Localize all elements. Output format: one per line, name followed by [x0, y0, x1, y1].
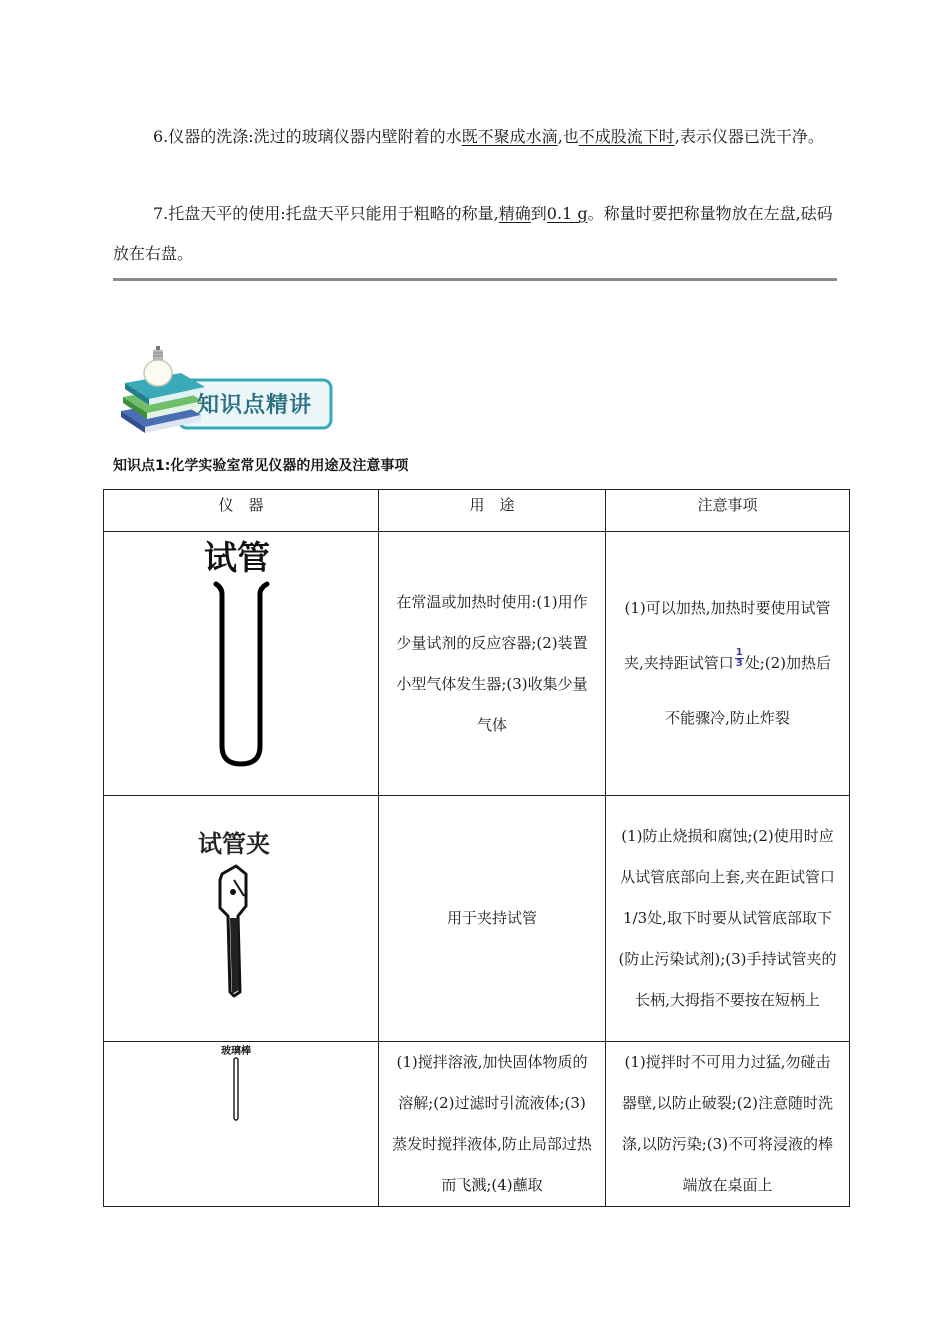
p7-tail: 。称量时要把称量物放在左盘,砝码放在右盘。 [113, 204, 833, 263]
instrument-table [103, 489, 850, 1207]
glass-rod-icon [104, 1042, 379, 1204]
notes-text [606, 581, 849, 746]
p7-underline-2: 0.1 g [546, 204, 588, 223]
fraction-denominator: 3 [735, 657, 743, 669]
use-text: 用于夹持试管 [446, 909, 537, 927]
banner-label: 知识点精讲 [197, 393, 313, 418]
p6-underline-2: 不成股流下时 [578, 127, 675, 146]
header-use: 用 途 [379, 490, 606, 532]
instrument-label-glass-rod: 玻璃棒 [221, 1046, 251, 1057]
instrument-cell [104, 532, 379, 796]
fraction-numerator: 1 [735, 646, 743, 658]
notes-before: (1)可以加热,加热时要使用试管夹,夹持距试管口 [623, 599, 831, 672]
header-notes: 注意事项 [606, 490, 850, 532]
notes-text: (1)防止烧损和腐蚀;(2)使用时应从试管底部向上套,夹在距试管口1/3处,取下时要从试管底部取下(防止污染试剂);(3)手持试管夹的长柄,大拇指不要按在短柄上 [618, 827, 837, 1009]
instrument-cell [104, 796, 379, 1042]
section-divider [113, 278, 837, 281]
p6-tail: ,表示仪器已洗干净。 [674, 127, 824, 146]
light-bulb-icon [144, 346, 172, 386]
table-row [104, 532, 850, 796]
instrument-label-tube-holder: 试管夹 [198, 830, 270, 858]
use-cell [379, 532, 606, 796]
fraction [735, 648, 744, 669]
notes-text: (1)搅拌时不可用力过猛,勿碰击器壁,以防止破裂;(2)注意随时洗涤,以防污染;(3)不可将浸液的棒端放在桌面上 [621, 1053, 834, 1194]
knowledge-banner [117, 345, 335, 437]
use-cell [379, 796, 606, 1042]
instrument-cell [104, 1042, 379, 1207]
notes-cell [606, 532, 850, 796]
p7-lead: 7.托盘天平的使用:托盘天平只能用于粗略的称量, [153, 204, 499, 223]
table-row [104, 796, 850, 1042]
p7-mid: 到 [530, 204, 547, 223]
use-text: (1)搅拌溶液,加快固体物质的溶解;(2)过滤时引流液体;(3)蒸发时搅拌液体,防止局部过热而飞溅;(4)蘸取 [392, 1053, 592, 1194]
header-instrument: 仪 器 [104, 490, 379, 532]
paragraph-6 [113, 117, 837, 157]
instrument-label-test-tube: 试管 [204, 532, 270, 579]
use-cell [379, 1042, 606, 1207]
use-text: 在常温或加热时使用:(1)用作少量试剂的反应容器;(2)装置小型气体发生器;(3)收集少量气体 [396, 592, 588, 734]
table-header-row [104, 490, 850, 532]
p6-mid: ,也 [557, 127, 579, 146]
notes-cell [606, 796, 850, 1042]
section-heading: 知识点1:化学实验室常见仪器的用途及注意事项 [113, 458, 409, 474]
p6-underline-1: 既不聚成水滴 [461, 127, 558, 146]
notes-cell [606, 1042, 850, 1207]
paragraph-7 [113, 194, 837, 274]
notes-after: 处;(2)加热后不能骤冷,防止炸裂 [665, 654, 832, 727]
p7-underline-1: 精确 [498, 204, 531, 223]
p6-lead: 6.仪器的洗涤:洗过的玻璃仪器内壁附着的水 [153, 127, 462, 146]
table-row [104, 1042, 850, 1207]
